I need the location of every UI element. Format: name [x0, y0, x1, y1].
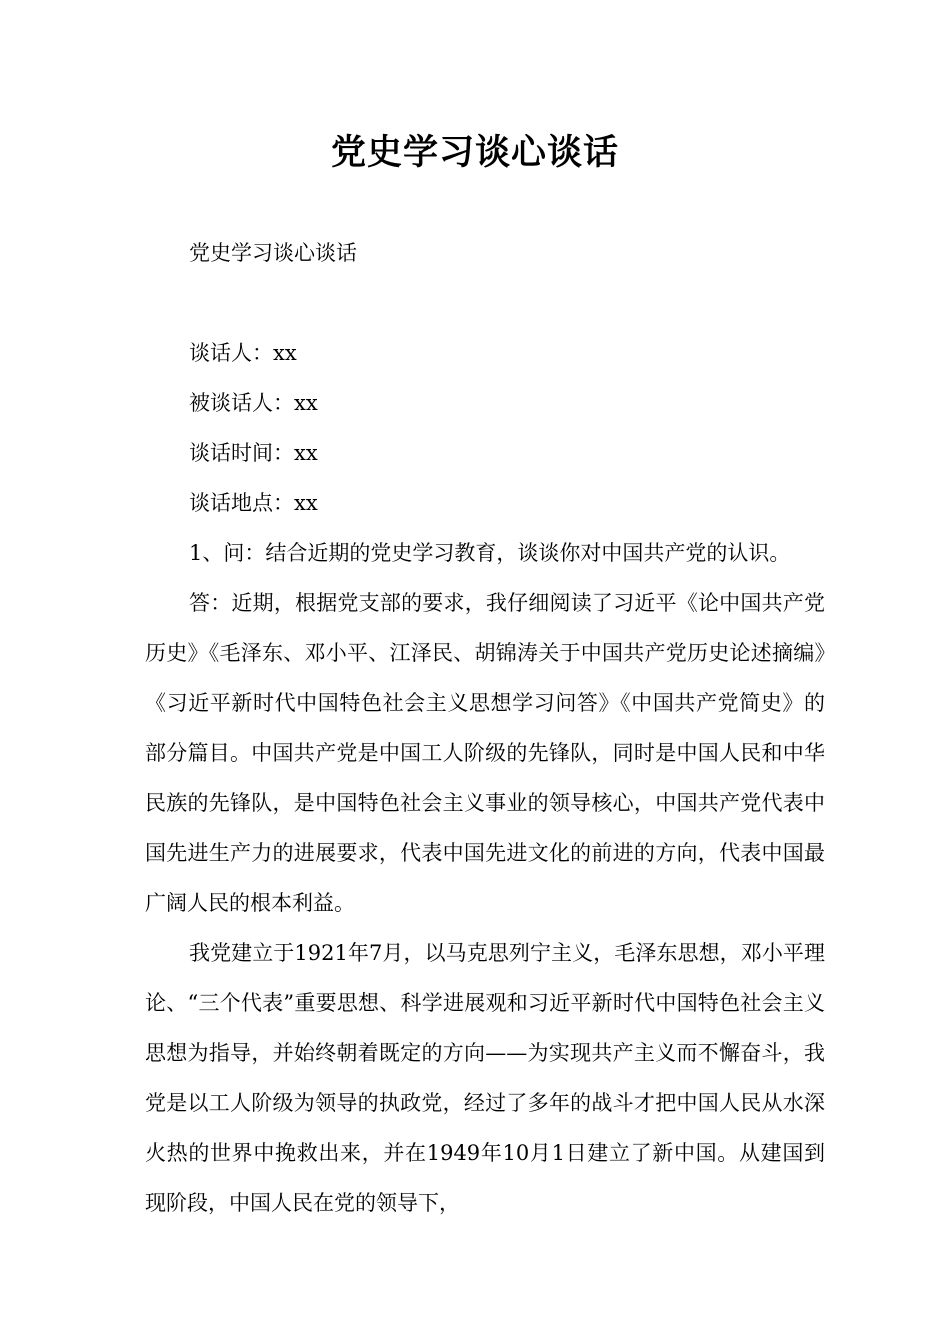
document-title: 党史学习谈心谈话: [330, 132, 619, 173]
subtitle-text: 党史学习谈心谈话: [189, 241, 357, 265]
question-paragraph: 1、问：结合近期的党史学习教育，谈谈你对中国共产党的认识。: [189, 541, 791, 565]
meta-location: 谈话地点：xx: [189, 491, 318, 515]
interview-meta: [145, 328, 825, 528]
history-paragraph: 我党建立于1921年7月，以马克思列宁主义，毛泽东思想，邓小平理论、“三个代表”重要思想、科学进展观和习近平新时代中国特色社会主义思想为指导，并始终朝着既定的方向——为实现共产主义而不懈奋斗，我党是以工人阶级为领导的执政党，经过了多年的战斗才把中国人民从水深火热的世界中挽救出来，并在1949年10月1日建立了新中国。从建国到现阶段，中国人民在党的领导下，: [145, 941, 825, 1215]
meta-interviewee: 被谈话人：xx: [189, 391, 318, 415]
document-body: [145, 528, 825, 1228]
meta-interviewer: 谈话人：xx: [189, 341, 297, 365]
answer-paragraph: 答：近期，根据党支部的要求，我仔细阅读了习近平《论中国共产党历史》《毛泽东、邓小平、江泽民、胡锦涛关于中国共产党历史论述摘编》《习近平新时代中国特色社会主义思想学习问答》《中国共产党简史》的部分篇目。中国共产党是中国工人阶级的先锋队，同时是中国人民和中华民族的先锋队，是中国特色社会主义事业的领导核心，中国共产党代表中国先进生产力的进展要求，代表中国先进文化的前进的方向，代表中国最广阔人民的根本利益。: [145, 591, 825, 915]
meta-time: 谈话时间：xx: [189, 441, 318, 465]
document-subtitle: [145, 228, 825, 278]
